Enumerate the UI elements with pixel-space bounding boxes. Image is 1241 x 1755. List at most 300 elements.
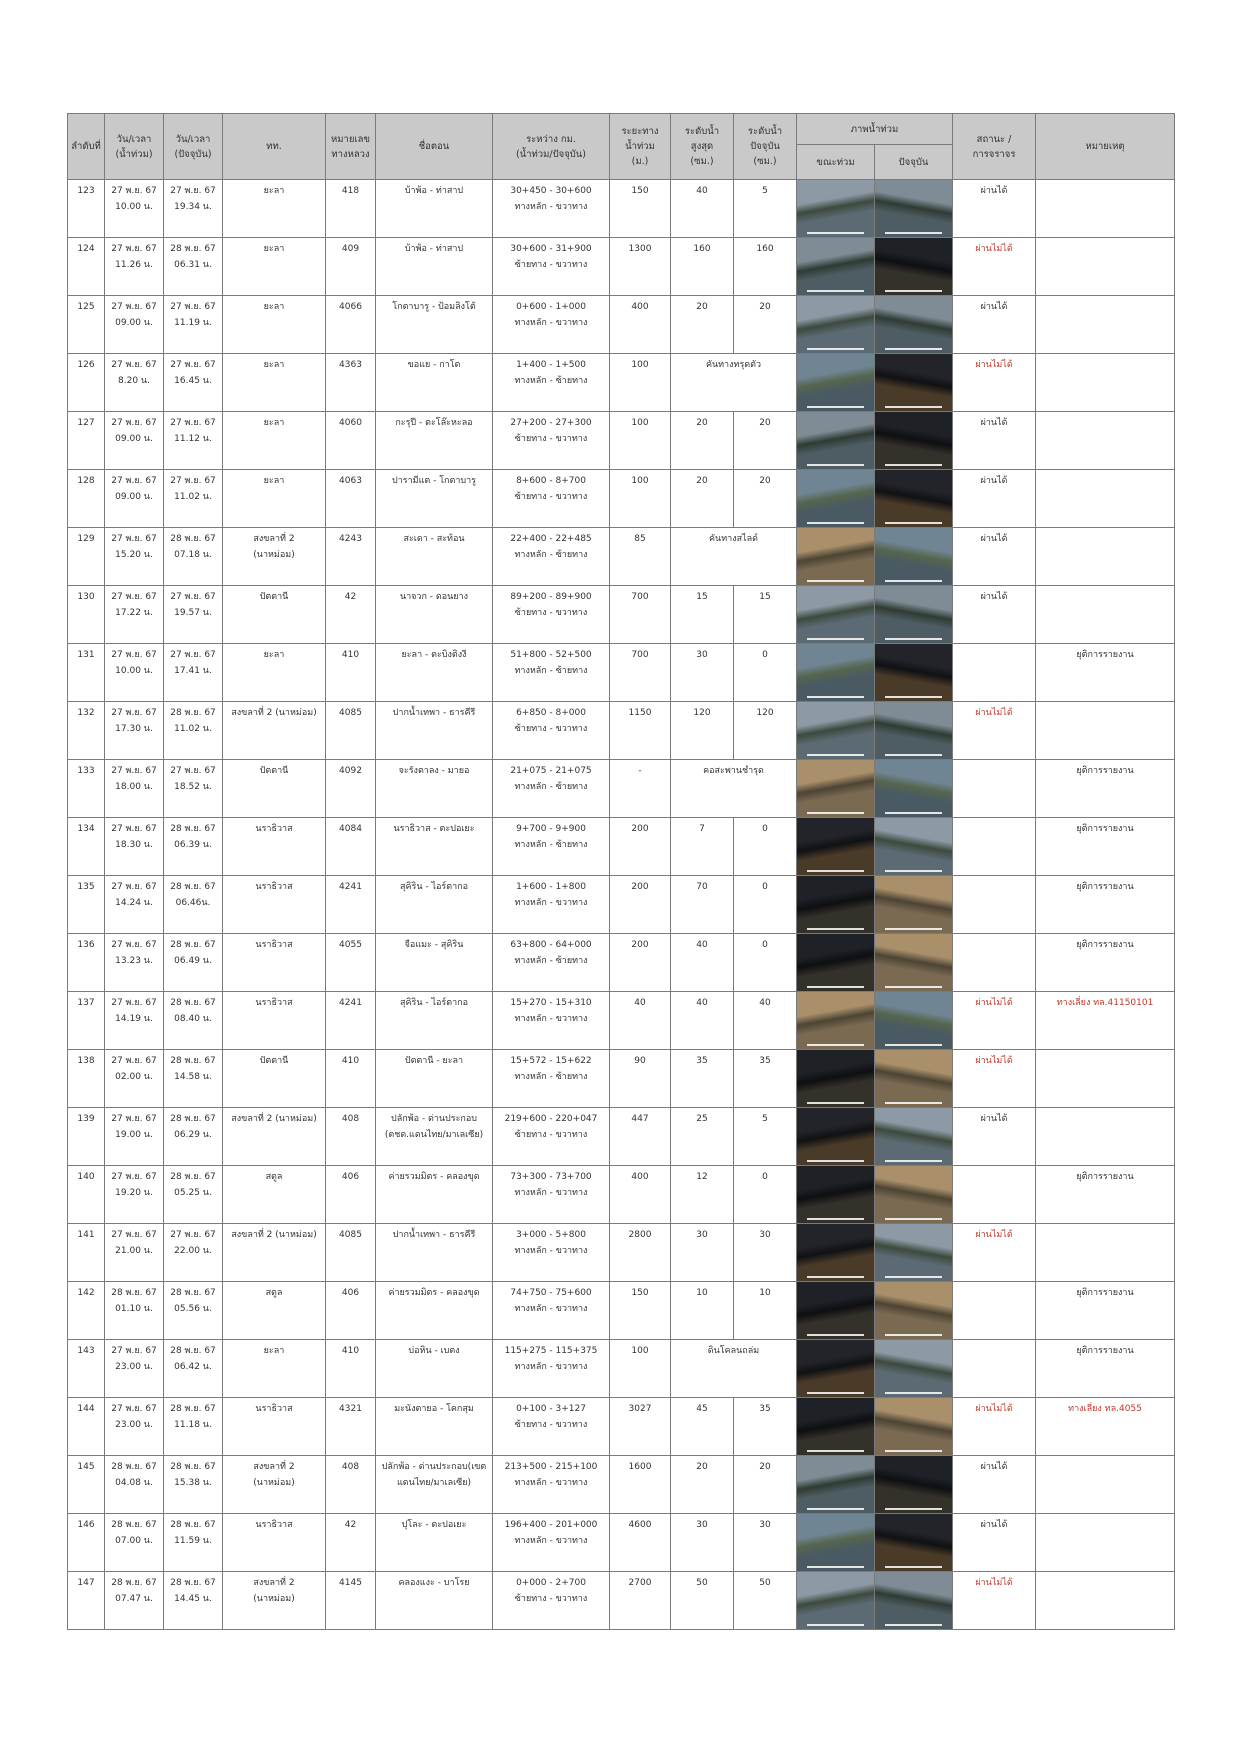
flood-time: 15.20 น. [115,550,153,560]
road-side: ซ้ายทาง - ขวาทาง [514,608,588,618]
route-number: 42 [326,586,376,644]
road-side: ซ้ายทาง - ขวาทาง [514,260,588,270]
max-water-level: 30 [671,1514,734,1572]
section-name: คลองแงะ - บาโรย [376,1572,493,1630]
row-number: 127 [68,412,105,470]
section-name: นาจวก - ดอนยาง [376,586,493,644]
flood-report-table [67,113,1175,1630]
remark [1036,470,1175,528]
road-side: ทางหลัก - ซ้ายทาง [514,376,588,386]
section-name: นราธิวาส - ตะปอเยะ [376,818,493,876]
current-water-level: 5 [734,1108,797,1166]
photo-cell-now [875,1108,953,1166]
section-name: ค่ายรวมมิตร - คลองขุด [376,1282,493,1340]
current-water-level: 0 [734,1166,797,1224]
km-value: 8+600 - 8+700 [516,476,586,486]
table-row [68,1282,1175,1340]
current-water-level: 35 [734,1050,797,1108]
current-date: 27 พ.ย. 67 [170,186,216,196]
flood-datetime [105,702,164,760]
current-date: 28 พ.ย. 67 [170,534,216,544]
photo-cell-flood [797,702,875,760]
header-section: ชื่อตอน [376,114,493,180]
table-row [68,412,1175,470]
current-datetime [164,296,223,354]
flood-distance: 40 [610,992,671,1050]
road-side: ทางหลัก - ขวาทาง [514,1478,588,1488]
district: สงขลาที่ 2 (นาหม่อม) [223,1572,326,1630]
current-photo [875,586,952,643]
header-km: ระหว่าง กม. (น้ำท่วม/ปัจจุบัน) [493,114,610,180]
current-date: 28 พ.ย. 67 [170,1404,216,1414]
district: ปัตตานี [223,586,326,644]
current-date: 27 พ.ย. 67 [170,418,216,428]
flood-distance: 4600 [610,1514,671,1572]
section-name: ยะลา - ตะบิงติงงี [376,644,493,702]
flood-time: 21.00 น. [115,1246,153,1256]
flood-photo [797,1108,874,1165]
max-water-level: 20 [671,412,734,470]
flood-distance: 200 [610,934,671,992]
max-water-level: 160 [671,238,734,296]
flood-distance: - [610,760,671,818]
damage-note: คันทางทรุดตัว [671,354,797,412]
flood-date: 27 พ.ย. 67 [111,1056,157,1066]
current-datetime [164,586,223,644]
max-water-level: 10 [671,1282,734,1340]
photo-cell-flood [797,934,875,992]
flood-distance: 2800 [610,1224,671,1282]
current-datetime [164,528,223,586]
max-water-level: 40 [671,934,734,992]
current-photo [875,412,952,469]
current-datetime [164,1050,223,1108]
photo-cell-now [875,760,953,818]
section-name: โกตาบารู - ป้อมลิงโต้ [376,296,493,354]
section-name: ปากน้ำเทพา - ธารคีรี [376,702,493,760]
section-name: จือแมะ - สุคิริน [376,934,493,992]
table-row [68,1456,1175,1514]
row-number: 144 [68,1398,105,1456]
current-photo [875,644,952,701]
photo-cell-flood [797,1224,875,1282]
header-district: ทท. [223,114,326,180]
current-water-level: 30 [734,1514,797,1572]
current-date: 28 พ.ย. 67 [170,882,216,892]
header-cur-level: ระดับน้ำ ปัจจุบัน (ซม.) [734,114,797,180]
route-number: 410 [326,1340,376,1398]
photo-cell-flood [797,528,875,586]
current-time: 19.34 น. [174,202,212,212]
current-date: 27 พ.ย. 67 [170,1230,216,1240]
flood-photo [797,470,874,527]
max-water-level: 40 [671,180,734,238]
flood-datetime [105,238,164,296]
road-side: ซ้ายทาง - ขวาทาง [514,1420,588,1430]
current-water-level: 5 [734,180,797,238]
current-datetime [164,1224,223,1282]
flood-photo [797,296,874,353]
row-number: 133 [68,760,105,818]
current-datetime [164,1166,223,1224]
photo-cell-now [875,586,953,644]
current-water-level: 20 [734,412,797,470]
photo-cell-now [875,1050,953,1108]
road-side: ทางหลัก - ขวาทาง [514,1362,588,1372]
traffic-status [953,644,1036,702]
max-water-level: 70 [671,876,734,934]
flood-photo [797,992,874,1049]
row-number: 124 [68,238,105,296]
route-number: 408 [326,1456,376,1514]
road-side: ทางหลัก - ขวาทาง [514,1536,588,1546]
current-datetime [164,1398,223,1456]
max-water-level: 45 [671,1398,734,1456]
km-value: 27+200 - 27+300 [510,418,592,428]
max-water-level: 30 [671,644,734,702]
current-time: 11.59 น. [174,1536,212,1546]
flood-date: 27 พ.ย. 67 [111,1346,157,1356]
flood-time: 14.24 น. [115,898,153,908]
flood-photo [797,1398,874,1455]
traffic-status: ผ่านได้ [953,1456,1036,1514]
current-photo [875,1398,952,1455]
photo-cell-flood [797,1282,875,1340]
road-side: ทางหลัก - ซ้ายทาง [514,840,588,850]
km-value: 6+850 - 8+000 [516,708,586,718]
photo-cell-flood [797,296,875,354]
photo-cell-flood [797,818,875,876]
current-datetime [164,1456,223,1514]
flood-date: 27 พ.ย. 67 [111,302,157,312]
district: ยะลา [223,354,326,412]
photo-cell-flood [797,238,875,296]
current-water-level: 120 [734,702,797,760]
km-value: 0+100 - 3+127 [516,1404,586,1414]
current-date: 28 พ.ย. 67 [170,1346,216,1356]
row-number: 147 [68,1572,105,1630]
photo-cell-flood [797,1340,875,1398]
header-distance: ระยะทาง น้ำท่วม (ม.) [610,114,671,180]
district: สงขลาที่ 2 (นาหม่อม) [223,1456,326,1514]
traffic-status: ผ่านไม่ได้ [953,1224,1036,1282]
route-number: 410 [326,644,376,702]
flood-datetime [105,876,164,934]
km-range [493,1050,610,1108]
row-number: 139 [68,1108,105,1166]
remark [1036,1050,1175,1108]
road-side: ทางหลัก - ขวาทาง [514,1188,588,1198]
table-row [68,934,1175,992]
flood-datetime [105,470,164,528]
current-photo [875,180,952,237]
current-date: 28 พ.ย. 67 [170,708,216,718]
flood-datetime [105,586,164,644]
flood-date: 28 พ.ย. 67 [111,1578,157,1588]
route-number: 4321 [326,1398,376,1456]
table-row [68,992,1175,1050]
max-water-level: 12 [671,1166,734,1224]
section-name: ปุโละ - ตะปอเยะ [376,1514,493,1572]
photo-cell-now [875,818,953,876]
row-number: 126 [68,354,105,412]
route-number: 4085 [326,1224,376,1282]
km-range [493,180,610,238]
section-name: บ้าพ้อ - ท่าสาป [376,180,493,238]
km-value: 219+600 - 220+047 [504,1114,598,1124]
current-datetime [164,1340,223,1398]
current-datetime [164,934,223,992]
road-side: ทางหลัก - ซ้ายทาง [514,782,588,792]
route-number: 4145 [326,1572,376,1630]
flood-distance: 700 [610,586,671,644]
row-number: 140 [68,1166,105,1224]
flood-photo [797,528,874,585]
traffic-status [953,1340,1036,1398]
current-water-level: 30 [734,1224,797,1282]
route-number: 408 [326,1108,376,1166]
flood-photo [797,1514,874,1571]
current-datetime [164,354,223,412]
current-water-level: 15 [734,586,797,644]
district: นราธิวาส [223,992,326,1050]
route-number: 406 [326,1282,376,1340]
photo-cell-now [875,1572,953,1630]
traffic-status [953,1282,1036,1340]
district: สงขลาที่ 2 (นาหม่อม) [223,702,326,760]
district: สงขลาที่ 2 (นาหม่อม) [223,1224,326,1282]
flood-time: 10.00 น. [115,202,153,212]
remark: ทางเลี่ยง ทล.4055 [1036,1398,1175,1456]
current-time: 06.49 น. [174,956,212,966]
row-number: 132 [68,702,105,760]
km-value: 0+000 - 2+700 [516,1578,586,1588]
km-value: 0+600 - 1+000 [516,302,586,312]
current-photo [875,876,952,933]
current-time: 08.40 น. [174,1014,212,1024]
photo-cell-now [875,1456,953,1514]
km-range [493,760,610,818]
flood-time: 07.47 น. [115,1594,153,1604]
current-date: 28 พ.ย. 67 [170,1520,216,1530]
remark [1036,702,1175,760]
flood-date: 28 พ.ย. 67 [111,1288,157,1298]
route-number: 4243 [326,528,376,586]
section-name: สะเดา - สะท้อน [376,528,493,586]
traffic-status: ผ่านไม่ได้ [953,1398,1036,1456]
traffic-status: ผ่านได้ [953,586,1036,644]
traffic-status: ผ่านได้ [953,528,1036,586]
flood-photo [797,412,874,469]
table-row [68,1050,1175,1108]
max-water-level: 25 [671,1108,734,1166]
photo-cell-flood [797,1456,875,1514]
remark: ยุติการรายงาน [1036,760,1175,818]
road-side: ทางหลัก - ซ้ายทาง [514,956,588,966]
km-range [493,1514,610,1572]
remark: ยุติการรายงาน [1036,1166,1175,1224]
table-row [68,644,1175,702]
flood-time: 02.00 น. [115,1072,153,1082]
header-status: สถานะ / การจราจร [953,114,1036,180]
remark [1036,238,1175,296]
row-number: 128 [68,470,105,528]
flood-distance: 1600 [610,1456,671,1514]
flood-distance: 85 [610,528,671,586]
flood-distance: 150 [610,180,671,238]
district: นราธิวาส [223,876,326,934]
traffic-status: ผ่านได้ [953,296,1036,354]
section-name: กะรุปี - ตะโล๊ะหะลอ [376,412,493,470]
district: ปัตตานี [223,1050,326,1108]
district: ยะลา [223,644,326,702]
header-route-no: หมายเลข ทางหลวง [326,114,376,180]
km-range [493,586,610,644]
route-number: 4066 [326,296,376,354]
route-number: 4092 [326,760,376,818]
remark: ยุติการรายงาน [1036,1340,1175,1398]
flood-date: 28 พ.ย. 67 [111,1520,157,1530]
road-side: ซ้ายทาง - ขวาทาง [514,724,588,734]
km-range [493,992,610,1050]
max-water-level: 7 [671,818,734,876]
current-water-level: 35 [734,1398,797,1456]
flood-date: 27 พ.ย. 67 [111,1230,157,1240]
traffic-status: ผ่านไม่ได้ [953,1050,1036,1108]
route-number: 410 [326,1050,376,1108]
photo-cell-now [875,1398,953,1456]
photo-cell-flood [797,1514,875,1572]
flood-photo [797,180,874,237]
flood-photo [797,238,874,295]
remark: ยุติการรายงาน [1036,644,1175,702]
flood-datetime [105,1050,164,1108]
current-photo [875,1166,952,1223]
traffic-status: ผ่านได้ [953,1108,1036,1166]
district: ยะลา [223,470,326,528]
photo-cell-flood [797,470,875,528]
remark [1036,1514,1175,1572]
flood-date: 27 พ.ย. 67 [111,824,157,834]
flood-distance: 200 [610,818,671,876]
route-number: 4084 [326,818,376,876]
km-value: 15+270 - 15+310 [510,998,592,1008]
photo-cell-flood [797,1050,875,1108]
max-water-level: 20 [671,296,734,354]
current-time: 06.31 น. [174,260,212,270]
row-number: 143 [68,1340,105,1398]
current-photo [875,1282,952,1339]
flood-date: 27 พ.ย. 67 [111,418,157,428]
damage-note: ดินโคลนถล่ม [671,1340,797,1398]
km-range [493,470,610,528]
header-date-now: วัน/เวลา (ปัจจุบัน) [164,114,223,180]
flood-datetime [105,1456,164,1514]
flood-datetime [105,1166,164,1224]
row-number: 145 [68,1456,105,1514]
photo-cell-now [875,296,953,354]
header-photo-flood: ขณะท่วม [797,145,875,180]
current-datetime [164,1108,223,1166]
flood-date: 27 พ.ย. 67 [111,360,157,370]
header-no: ลำดับที่ [68,114,105,180]
flood-photo [797,876,874,933]
photo-cell-flood [797,1108,875,1166]
km-range [493,1340,610,1398]
current-water-level: 40 [734,992,797,1050]
section-name: ปัตตานี - ยะลา [376,1050,493,1108]
km-range [493,354,610,412]
current-water-level: 10 [734,1282,797,1340]
header-photos: ภาพน้ำท่วม [797,114,953,145]
flood-date: 27 พ.ย. 67 [111,534,157,544]
row-number: 123 [68,180,105,238]
traffic-status [953,876,1036,934]
flood-distance: 150 [610,1282,671,1340]
remark [1036,180,1175,238]
flood-datetime [105,992,164,1050]
flood-distance: 2700 [610,1572,671,1630]
flood-datetime [105,760,164,818]
photo-cell-now [875,934,953,992]
flood-datetime [105,1108,164,1166]
km-range [493,412,610,470]
flood-datetime [105,180,164,238]
traffic-status: ผ่านได้ [953,412,1036,470]
flood-distance: 400 [610,296,671,354]
current-water-level: 50 [734,1572,797,1630]
flood-date: 27 พ.ย. 67 [111,476,157,486]
traffic-status [953,934,1036,992]
flood-time: 18.00 น. [115,782,153,792]
current-time: 07.18 น. [174,550,212,560]
road-side: ซ้ายทาง - ขวาทาง [514,1594,588,1604]
photo-cell-now [875,702,953,760]
current-photo [875,296,952,353]
remark: ยุติการรายงาน [1036,876,1175,934]
photo-cell-flood [797,760,875,818]
flood-distance: 100 [610,1340,671,1398]
photo-cell-flood [797,1398,875,1456]
current-photo [875,934,952,991]
photo-cell-now [875,1282,953,1340]
route-number: 418 [326,180,376,238]
km-range [493,1572,610,1630]
current-photo [875,818,952,875]
traffic-status: ผ่านได้ [953,180,1036,238]
current-time: 05.56 น. [174,1304,212,1314]
row-number: 141 [68,1224,105,1282]
current-time: 05.25 น. [174,1188,212,1198]
table-row [68,702,1175,760]
flood-datetime [105,354,164,412]
district: ยะลา [223,296,326,354]
flood-time: 01.10 น. [115,1304,153,1314]
max-water-level: 40 [671,992,734,1050]
traffic-status [953,1166,1036,1224]
photo-cell-flood [797,644,875,702]
km-value: 74+750 - 75+600 [510,1288,592,1298]
flood-photo [797,586,874,643]
district: ยะลา [223,180,326,238]
current-photo [875,992,952,1049]
flood-photo [797,1050,874,1107]
flood-photo [797,1282,874,1339]
route-number: 42 [326,1514,376,1572]
current-photo [875,1108,952,1165]
photo-cell-now [875,412,953,470]
current-time: 11.02 น. [174,724,212,734]
